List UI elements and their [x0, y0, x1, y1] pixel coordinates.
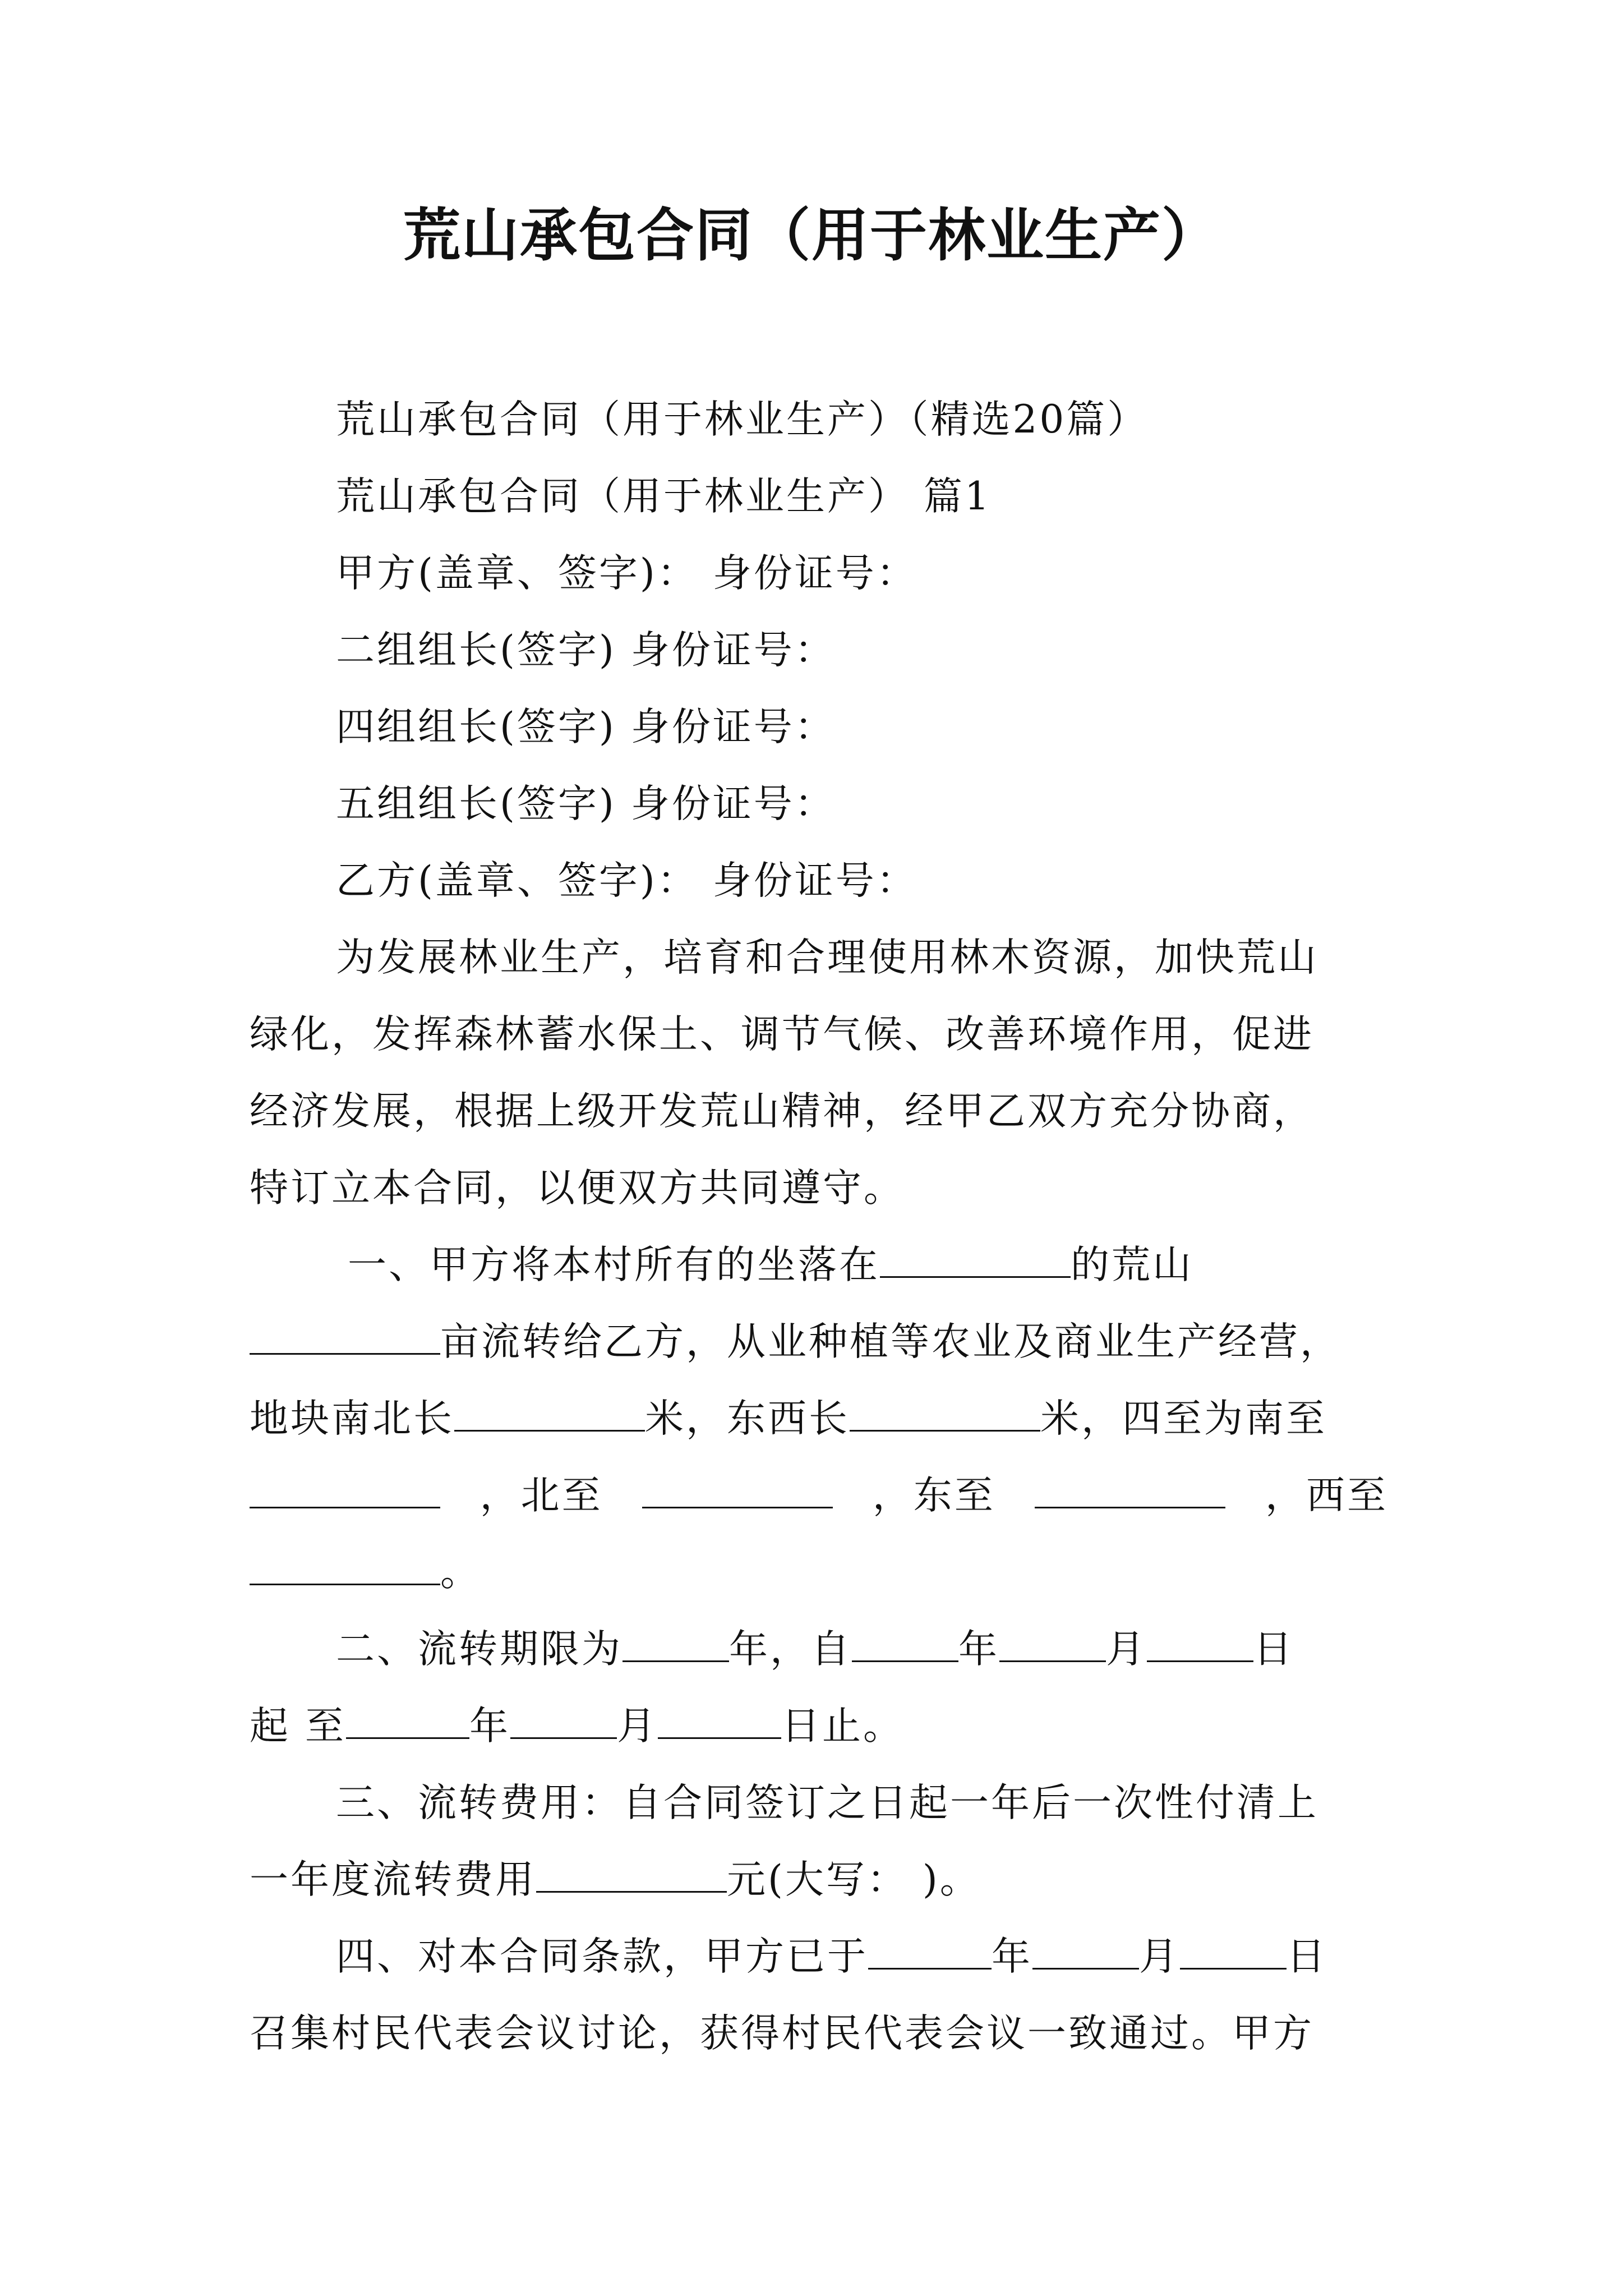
- location-blank[interactable]: [880, 1244, 1071, 1278]
- meeting-month-blank[interactable]: [1032, 1935, 1139, 1970]
- end-month-blank[interactable]: [510, 1705, 617, 1739]
- clause2-line-1: [250, 1611, 1388, 1688]
- north-south-length-blank[interactable]: [454, 1397, 645, 1432]
- clause2-text: 二、流转期限为: [336, 1627, 623, 1672]
- clause4-text: 月: [1139, 1934, 1180, 1979]
- end-year-blank[interactable]: [346, 1705, 469, 1739]
- section-heading: 荒山承包合同（用于林业生产） 篇1: [336, 474, 992, 519]
- group5-leader-signature-line: 五组组长(签字) 身份证号：: [336, 781, 836, 826]
- group4-leader-signature-line: 四组组长(签字) 身份证号：: [336, 705, 836, 749]
- clause1-text: ，东至: [872, 1473, 995, 1518]
- area-blank[interactable]: [250, 1320, 440, 1355]
- clause3-line-2: [250, 1842, 1388, 1918]
- clause1-text: 米，四至为南至: [1040, 1396, 1327, 1441]
- clause1-line-1: [250, 1227, 1388, 1304]
- document-subtitle: 荒山承包合同（用于林业生产）（精选20篇）: [336, 397, 1149, 442]
- intro-line-1: 为发展林业生产，培育和合理使用林木资源，加快荒山: [336, 935, 1318, 980]
- document-body: [250, 381, 1388, 2072]
- clause2-text: 年: [958, 1627, 999, 1672]
- clause1-text: 。: [440, 1550, 481, 1595]
- clause4-text: 日: [1287, 1934, 1327, 1979]
- clause3-text: 元(大写： )。: [727, 1857, 981, 1902]
- clause3-text: 一年度流转费用: [250, 1857, 536, 1902]
- clause4-text: 年: [992, 1934, 1032, 1979]
- west-boundary-blank[interactable]: [250, 1551, 440, 1585]
- clause1-line-4: [250, 1457, 1388, 1534]
- south-boundary-blank[interactable]: [250, 1474, 440, 1508]
- clause1-text: ，西至: [1265, 1473, 1388, 1518]
- clause2-text: 日: [1253, 1627, 1294, 1672]
- group2-leader-signature-line: 二组组长(签字) 身份证号：: [336, 628, 836, 673]
- clause4-text: 四、对本合同条款，甲方已于: [336, 1934, 868, 1979]
- clause1-line-3: [250, 1381, 1388, 1457]
- clause2-text: 月: [1106, 1627, 1147, 1672]
- clause4-line-1: [250, 1918, 1388, 1995]
- document-title: 荒山承包合同（用于林业生产）: [403, 202, 1220, 269]
- party-b-signature-line: 乙方(盖章、签字)： 身份证号：: [336, 858, 917, 903]
- clause2-text: 起 至: [250, 1704, 346, 1749]
- intro-line-2: 绿化，发挥森林蓄水保土、调节气候、改善环境作用，促进: [250, 1012, 1314, 1057]
- clause1-text: 亩流转给乙方，从业种植等农业及商业生产经营，: [440, 1319, 1341, 1364]
- clause2-text: 年: [469, 1704, 510, 1749]
- east-west-length-blank[interactable]: [850, 1397, 1040, 1432]
- clause1-text: 一、甲方将本村所有的坐落在: [348, 1243, 880, 1287]
- meeting-year-blank[interactable]: [868, 1935, 992, 1970]
- clause1-line-2: [250, 1304, 1388, 1381]
- start-year-blank[interactable]: [852, 1628, 958, 1662]
- clause1-text: 地块南北长: [250, 1396, 454, 1441]
- meeting-day-blank[interactable]: [1180, 1935, 1287, 1970]
- intro-line-4: 特订立本合同，以便双方共同遵守。: [250, 1166, 905, 1211]
- clause2-line-2: [250, 1688, 1388, 1765]
- intro-line-3: 经济发展，根据上级开发荒山精神，经甲乙双方充分协商，: [250, 1089, 1314, 1134]
- clause1-text: ，北至: [479, 1473, 603, 1518]
- clause1-line-5: [250, 1534, 1388, 1611]
- party-a-signature-line: 甲方(盖章、签字)： 身份证号：: [336, 551, 917, 596]
- end-day-blank[interactable]: [658, 1705, 781, 1739]
- fee-amount-blank[interactable]: [536, 1858, 727, 1893]
- clause1-text: 米，东西长: [645, 1396, 850, 1441]
- clause2-text: 日止。: [781, 1704, 904, 1749]
- clause2-text: 月: [616, 1704, 658, 1749]
- clause4-line-2: 召集村民代表会议讨论，获得村民代表会议一致通过。甲方: [250, 2011, 1314, 2056]
- clause3-line-1: 三、流转费用：自合同签订之日起一年后一次性付清上: [336, 1780, 1318, 1825]
- north-boundary-blank[interactable]: [642, 1474, 833, 1508]
- term-years-blank[interactable]: [623, 1628, 729, 1662]
- east-boundary-blank[interactable]: [1035, 1474, 1225, 1508]
- start-month-blank[interactable]: [999, 1628, 1106, 1662]
- clause2-text: 年，自: [729, 1627, 852, 1672]
- start-day-blank[interactable]: [1147, 1628, 1253, 1662]
- clause1-text: 的荒山: [1071, 1243, 1193, 1287]
